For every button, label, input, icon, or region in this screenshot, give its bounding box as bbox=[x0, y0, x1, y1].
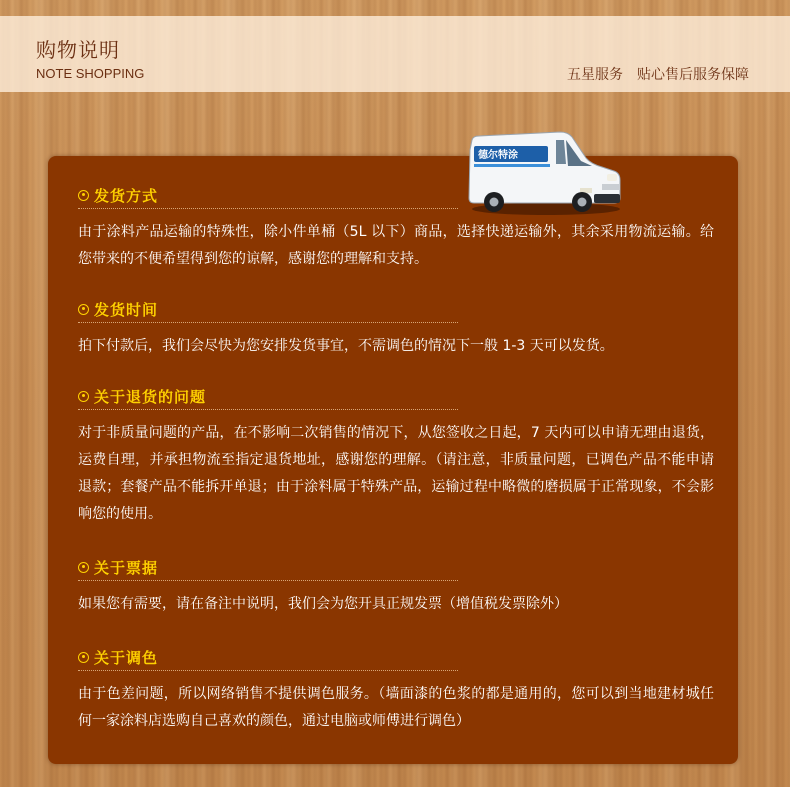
section-body: 对于非质量问题的产品，在不影响二次销售的情况下，从您签收之日起，7 天内可以申请无理由退货，运费自理，并承担物流至指定退货地址，感谢您的理解。（请注意，非质量问题，已调色产品不能申请退款；套餐产品不能拆开单退；由于涂料属于特殊产品，运输过程中略微的磨损属于正常现象，不会影响您的使用。 bbox=[78, 425, 714, 522]
section-title: 发货方式 bbox=[94, 186, 159, 205]
circle-dot-icon bbox=[78, 190, 89, 201]
circle-dot-icon bbox=[78, 391, 89, 402]
section-body: 由于色差问题，所以网络销售不提供调色服务。（墙面漆的色浆的都是通用的，您可以到当地建材城任何一家涂料店选购自己喜欢的颜色，通过电脑或师傅进行调色） bbox=[78, 686, 714, 729]
section-shipping-method bbox=[78, 182, 718, 273]
slogan-five-star: 五星服务 bbox=[567, 67, 623, 83]
section-invoice bbox=[78, 554, 718, 618]
truck-decal-text: 德尔特涂 bbox=[478, 150, 518, 161]
circle-dot-icon bbox=[78, 304, 89, 315]
section-title: 关于退货的问题 bbox=[94, 387, 207, 406]
section-color-mixing bbox=[78, 644, 718, 735]
section-body: 由于涂料产品运输的特殊性，除小件单桶（5L 以下）商品，选择快递运输外，其余采用物流运输。给您带来的不便希望得到您的谅解，感谢您的理解和支持。 bbox=[78, 224, 714, 267]
section-returns bbox=[78, 383, 718, 528]
section-shipping-time bbox=[78, 296, 718, 360]
section-body: 如果您有需要，请在备注中说明，我们会为您开具正规发票（增值税发票除外） bbox=[78, 596, 568, 612]
section-heading bbox=[78, 182, 458, 209]
circle-dot-icon bbox=[78, 652, 89, 663]
section-heading bbox=[78, 644, 458, 671]
section-title: 发货时间 bbox=[94, 300, 159, 319]
section-body: 拍下付款后，我们会尽快为您安排发货事宜，不需调色的情况下一般 1-3 天可以发货。 bbox=[78, 338, 614, 354]
slogan-after-sales: 贴心售后服务保障 bbox=[637, 67, 749, 83]
circle-dot-icon bbox=[78, 562, 89, 573]
section-heading bbox=[78, 554, 458, 581]
section-title: 关于调色 bbox=[94, 648, 159, 667]
page-subtitle-en: NOTE SHOPPING bbox=[36, 66, 145, 81]
section-heading bbox=[78, 296, 458, 323]
section-heading bbox=[78, 383, 458, 410]
service-slogan bbox=[567, 64, 749, 84]
section-title: 关于票据 bbox=[94, 558, 159, 577]
page-title: 购物说明 bbox=[36, 38, 120, 62]
